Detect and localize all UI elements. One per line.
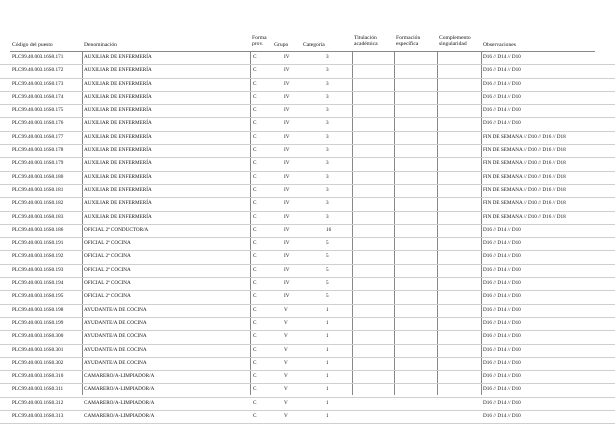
cell-grupo: V bbox=[284, 359, 288, 366]
cell-forma: C bbox=[253, 54, 257, 60]
header-complemento-line2: singularidad bbox=[439, 41, 467, 48]
cell-categoria: 1 bbox=[326, 386, 329, 393]
cell-forma: C bbox=[253, 226, 257, 233]
table-row bbox=[0, 185, 615, 198]
cell-categoria: 3 bbox=[326, 67, 329, 74]
table-row bbox=[0, 79, 615, 92]
cell-denominacion: AUXILIAR DE ENFERMERÍA bbox=[84, 107, 152, 114]
header-observaciones: Observaciones bbox=[483, 42, 516, 48]
cell-forma: C bbox=[253, 240, 257, 247]
cell-codigo: PLC99.40.003.16S0.174 bbox=[12, 93, 64, 100]
cell-categoria: 3 bbox=[326, 120, 329, 127]
cell-codigo: PLC99.40.003.16S0.183 bbox=[12, 213, 64, 220]
header-forma-line1: Forma bbox=[252, 35, 267, 41]
cell-observaciones: D16 // D14 // D10 bbox=[483, 280, 521, 287]
cell-grupo: V bbox=[284, 413, 288, 420]
cell-forma: C bbox=[253, 386, 257, 393]
cell-categoria: 5 bbox=[326, 293, 329, 300]
cell-categoria: 5 bbox=[326, 240, 329, 247]
cell-forma: C bbox=[253, 359, 257, 366]
header-titulacion-line1: Titulación bbox=[354, 35, 377, 41]
cell-denominacion: CAMARERO/A-LIMPIADOR/A bbox=[84, 386, 155, 393]
cell-categoria: 3 bbox=[326, 186, 329, 193]
cell-categoria: 3 bbox=[326, 54, 329, 60]
cell-forma: C bbox=[253, 399, 257, 406]
cell-categoria: 3 bbox=[326, 213, 329, 220]
cell-observaciones: FIN DE SEMANA // D10 // D16 // D18 bbox=[483, 213, 566, 220]
table-row bbox=[0, 52, 615, 65]
cell-grupo: IV bbox=[284, 240, 290, 247]
cell-denominacion: OFICIAL 2ª COCINA bbox=[84, 280, 131, 287]
header-titulacion-line2: académica bbox=[354, 41, 378, 48]
table-row bbox=[0, 251, 615, 264]
table-row bbox=[0, 198, 615, 211]
cell-observaciones: D16 // D14 // D10 bbox=[483, 413, 521, 420]
cell-categoria: 1 bbox=[326, 413, 329, 420]
cell-forma: C bbox=[253, 333, 257, 340]
cell-codigo: PLC99.40.003.16S0.182 bbox=[12, 200, 64, 207]
cell-categoria: 3 bbox=[326, 200, 329, 207]
cell-denominacion: OFICIAL 2ª COCINA bbox=[84, 253, 131, 260]
cell-observaciones: FIN DE SEMANA // D10 // D16 // D18 bbox=[483, 160, 566, 167]
cell-grupo: IV bbox=[284, 200, 290, 207]
table-row bbox=[0, 305, 615, 318]
table-row bbox=[0, 105, 615, 118]
cell-grupo: IV bbox=[284, 293, 290, 300]
header-formacion bbox=[396, 35, 420, 47]
cell-observaciones: D16 // D14 // D10 bbox=[483, 107, 521, 114]
cell-categoria: 3 bbox=[326, 160, 329, 167]
cell-codigo: PLC99.40.003.16S0.195 bbox=[12, 293, 64, 300]
cell-categoria: 5 bbox=[326, 253, 329, 260]
cell-grupo: V bbox=[284, 306, 288, 313]
table-row bbox=[0, 398, 615, 411]
table-row bbox=[0, 145, 615, 158]
cell-grupo: IV bbox=[284, 120, 290, 127]
cell-categoria: 1 bbox=[326, 306, 329, 313]
cell-observaciones: D16 // D14 // D10 bbox=[483, 93, 521, 100]
cell-categoria: 1 bbox=[326, 346, 329, 353]
cell-denominacion: AUXILIAR DE ENFERMERÍA bbox=[84, 200, 152, 207]
cell-denominacion: AUXILIAR DE ENFERMERÍA bbox=[84, 213, 152, 220]
cell-codigo: PLC99.40.003.16S0.302 bbox=[12, 359, 64, 366]
cell-denominacion: AUXILIAR DE ENFERMERÍA bbox=[84, 93, 152, 100]
table-row bbox=[0, 265, 615, 278]
table-row bbox=[0, 118, 615, 131]
cell-codigo: PLC99.40.003.16S0.173 bbox=[12, 80, 64, 87]
header-denominacion: Denominación bbox=[84, 42, 117, 48]
cell-codigo: PLC99.40.003.16S0.313 bbox=[12, 413, 64, 420]
cell-observaciones: D16 // D14 // D10 bbox=[483, 333, 521, 340]
cell-forma: C bbox=[253, 160, 257, 167]
header-formacion-line1: Formación bbox=[396, 35, 421, 41]
cell-observaciones: FIN DE SEMANA // D10 // D16 // D18 bbox=[483, 147, 566, 154]
cell-categoria: 3 bbox=[326, 93, 329, 100]
cell-observaciones: D16 // D14 // D10 bbox=[483, 253, 521, 260]
cell-grupo: IV bbox=[284, 107, 290, 114]
table-row bbox=[0, 278, 615, 291]
cell-forma: C bbox=[253, 173, 257, 180]
cell-grupo: V bbox=[284, 346, 288, 353]
cell-denominacion: OFICIAL 2ª COCINA bbox=[84, 293, 131, 300]
cell-observaciones: D16 // D14 // D10 bbox=[483, 306, 521, 313]
cell-codigo: PLC99.40.003.16S0.198 bbox=[12, 306, 64, 313]
cell-codigo: PLC99.40.003.16S0.300 bbox=[12, 333, 64, 340]
cell-forma: C bbox=[253, 147, 257, 154]
cell-forma: C bbox=[253, 200, 257, 207]
cell-codigo: PLC99.40.003.16S0.191 bbox=[12, 240, 64, 247]
cell-denominacion: AUXILIAR DE ENFERMERÍA bbox=[84, 160, 152, 167]
cell-codigo: PLC99.40.003.16S0.311 bbox=[12, 386, 64, 393]
table-row bbox=[0, 158, 615, 171]
cell-observaciones: FIN DE SEMANA // D10 // D16 // D18 bbox=[483, 186, 566, 193]
cell-codigo: PLC99.40.003.16S0.181 bbox=[12, 186, 64, 193]
table-row bbox=[0, 238, 615, 251]
table-row bbox=[0, 345, 615, 358]
table-row bbox=[0, 212, 615, 225]
cell-grupo: IV bbox=[284, 280, 290, 287]
cell-grupo: IV bbox=[284, 160, 290, 167]
cell-observaciones: D16 // D14 // D10 bbox=[483, 67, 521, 74]
cell-denominacion: CAMARERO/A-LIMPIADOR/A bbox=[84, 413, 155, 420]
cell-denominacion: AYUDANTE/A DE COCINA bbox=[84, 306, 147, 313]
table-row bbox=[0, 371, 615, 384]
table-row bbox=[0, 291, 615, 304]
cell-forma: C bbox=[253, 133, 257, 140]
cell-forma: C bbox=[253, 413, 257, 420]
cell-observaciones: D16 // D14 // D10 bbox=[483, 80, 521, 87]
cell-observaciones: D16 // D14 // D10 bbox=[483, 346, 521, 353]
cell-denominacion: AYUDANTE/A DE COCINA bbox=[84, 333, 147, 340]
cell-denominacion: AYUDANTE/A DE COCINA bbox=[84, 319, 147, 326]
table-row bbox=[0, 411, 615, 424]
cell-denominacion: AUXILIAR DE ENFERMERÍA bbox=[84, 67, 152, 74]
cell-grupo: IV bbox=[284, 253, 290, 260]
table-row bbox=[0, 384, 615, 397]
cell-codigo: PLC99.40.003.16S0.178 bbox=[12, 147, 64, 154]
cell-forma: C bbox=[253, 186, 257, 193]
table-row bbox=[0, 318, 615, 331]
cell-grupo: IV bbox=[284, 213, 290, 220]
cell-categoria: 1 bbox=[326, 399, 329, 406]
cell-codigo: PLC99.40.003.16S0.171 bbox=[12, 54, 64, 60]
cell-observaciones: D16 // D14 // D10 bbox=[483, 293, 521, 300]
cell-grupo: V bbox=[284, 386, 288, 393]
cell-codigo: PLC99.40.003.16S0.193 bbox=[12, 266, 64, 273]
cell-denominacion: AUXILIAR DE ENFERMERÍA bbox=[84, 173, 152, 180]
cell-denominacion: AUXILIAR DE ENFERMERÍA bbox=[84, 54, 152, 60]
cell-forma: C bbox=[253, 253, 257, 260]
header-codigo: Código del puesto bbox=[12, 42, 53, 48]
cell-denominacion: CAMARERO/A-LIMPIADOR/A bbox=[84, 373, 155, 380]
header-forma bbox=[252, 35, 267, 47]
table-row bbox=[0, 225, 615, 238]
cell-grupo: IV bbox=[284, 67, 290, 74]
cell-observaciones: FIN DE SEMANA // D10 // D16 // D18 bbox=[483, 200, 566, 207]
cell-categoria: 1 bbox=[326, 319, 329, 326]
cell-categoria: 5 bbox=[326, 280, 329, 287]
cell-categoria: 16 bbox=[326, 226, 332, 233]
cell-denominacion: OFICIAL 2ª COCINA bbox=[84, 240, 131, 247]
cell-grupo: IV bbox=[284, 80, 290, 87]
header-complemento bbox=[439, 35, 471, 47]
cell-codigo: PLC99.40.003.16S0.310 bbox=[12, 373, 64, 380]
cell-categoria: 1 bbox=[326, 359, 329, 366]
cell-denominacion: AUXILIAR DE ENFERMERÍA bbox=[84, 80, 152, 87]
cell-categoria: 1 bbox=[326, 373, 329, 380]
cell-observaciones: D16 // D14 // D10 bbox=[483, 386, 521, 393]
cell-forma: C bbox=[253, 213, 257, 220]
cell-forma: C bbox=[253, 346, 257, 353]
cell-categoria: 3 bbox=[326, 107, 329, 114]
cell-categoria: 3 bbox=[326, 80, 329, 87]
cell-codigo: PLC99.40.003.16S0.180 bbox=[12, 173, 64, 180]
cell-codigo: PLC99.40.003.16S0.175 bbox=[12, 107, 64, 114]
cell-observaciones: FIN DE SEMANA // D10 // D16 // D18 bbox=[483, 173, 566, 180]
cell-forma: C bbox=[253, 280, 257, 287]
cell-codigo: PLC99.40.003.16S0.199 bbox=[12, 319, 64, 326]
cell-observaciones: D16 // D14 // D10 bbox=[483, 319, 521, 326]
cell-codigo: PLC99.40.003.16S0.177 bbox=[12, 133, 64, 140]
cell-forma: C bbox=[253, 120, 257, 127]
cell-codigo: PLC99.40.003.16S0.192 bbox=[12, 253, 64, 260]
header-categoria: Categoría bbox=[303, 42, 325, 48]
cell-categoria: 3 bbox=[326, 147, 329, 154]
cell-observaciones: D16 // D14 // D10 bbox=[483, 373, 521, 380]
cell-forma: C bbox=[253, 266, 257, 273]
cell-denominacion: CAMARERO/A-LIMPIADOR/A bbox=[84, 399, 155, 406]
table-row bbox=[0, 172, 615, 185]
cell-grupo: IV bbox=[284, 186, 290, 193]
cell-categoria: 3 bbox=[326, 133, 329, 140]
cell-grupo: IV bbox=[284, 54, 290, 60]
cell-grupo: IV bbox=[284, 266, 290, 273]
cell-grupo: V bbox=[284, 333, 288, 340]
cell-observaciones: FIN DE SEMANA // D10 // D16 // D18 bbox=[483, 133, 566, 140]
cell-forma: C bbox=[253, 293, 257, 300]
cell-denominacion: AUXILIAR DE ENFERMERÍA bbox=[84, 133, 152, 140]
cell-forma: C bbox=[253, 373, 257, 380]
cell-grupo: V bbox=[284, 399, 288, 406]
cell-observaciones: D16 // D14 // D10 bbox=[483, 226, 521, 233]
cell-observaciones: D16 // D14 // D10 bbox=[483, 240, 521, 247]
table-row bbox=[0, 65, 615, 78]
cell-observaciones: D16 // D14 // D10 bbox=[483, 359, 521, 366]
header-complemento-line1: Complemento bbox=[439, 35, 471, 41]
cell-forma: C bbox=[253, 80, 257, 87]
cell-denominacion: AUXILIAR DE ENFERMERÍA bbox=[84, 186, 152, 193]
cell-codigo: PLC99.40.003.16S0.301 bbox=[12, 346, 64, 353]
cell-codigo: PLC99.40.003.16S0.312 bbox=[12, 399, 64, 406]
cell-grupo: IV bbox=[284, 173, 290, 180]
table-row bbox=[0, 331, 615, 344]
cell-observaciones: D16 // D14 // D10 bbox=[483, 266, 521, 273]
cell-codigo: PLC99.40.003.16S0.176 bbox=[12, 120, 64, 127]
header-formacion-line2: específica bbox=[396, 41, 419, 48]
cell-denominacion: OFICIAL 2ª COCINA bbox=[84, 266, 131, 273]
cell-denominacion: AUXILIAR DE ENFERMERÍA bbox=[84, 147, 152, 154]
cell-forma: C bbox=[253, 93, 257, 100]
table-row bbox=[0, 358, 615, 371]
cell-observaciones: D16 // D14 // D10 bbox=[483, 120, 521, 127]
header-titulacion bbox=[354, 35, 378, 47]
cell-observaciones: D16 // D14 // D10 bbox=[483, 399, 521, 406]
header-forma-line2: prov. bbox=[252, 41, 264, 48]
table-row bbox=[0, 132, 615, 145]
cell-codigo: PLC99.40.003.16S0.179 bbox=[12, 160, 64, 167]
cell-grupo: V bbox=[284, 373, 288, 380]
table-row bbox=[0, 92, 615, 105]
cell-codigo: PLC99.40.003.16S0.194 bbox=[12, 280, 64, 287]
header-grupo: Grupo bbox=[274, 42, 289, 48]
cell-categoria: 5 bbox=[326, 266, 329, 273]
cell-categoria: 1 bbox=[326, 333, 329, 340]
cell-grupo: IV bbox=[284, 226, 290, 233]
cell-forma: C bbox=[253, 319, 257, 326]
cell-grupo: IV bbox=[284, 93, 290, 100]
cell-denominacion: OFICIAL 2ª CONDUCTOR/A bbox=[84, 226, 149, 233]
cell-observaciones: D16 // D14 // D10 bbox=[483, 54, 521, 60]
cell-denominacion: AYUDANTE/A DE COCINA bbox=[84, 359, 147, 366]
cell-denominacion: AUXILIAR DE ENFERMERÍA bbox=[84, 120, 152, 127]
cell-categoria: 3 bbox=[326, 173, 329, 180]
cell-forma: C bbox=[253, 107, 257, 114]
cell-codigo: PLC99.40.003.16S0.172 bbox=[12, 67, 64, 74]
cell-forma: C bbox=[253, 67, 257, 74]
cell-denominacion: AYUDANTE/A DE COCINA bbox=[84, 346, 147, 353]
cell-forma: C bbox=[253, 306, 257, 313]
cell-grupo: V bbox=[284, 319, 288, 326]
table-body bbox=[0, 52, 615, 424]
cell-codigo: PLC99.40.003.16S0.186 bbox=[12, 226, 64, 233]
cell-grupo: IV bbox=[284, 133, 290, 140]
cell-grupo: IV bbox=[284, 147, 290, 154]
